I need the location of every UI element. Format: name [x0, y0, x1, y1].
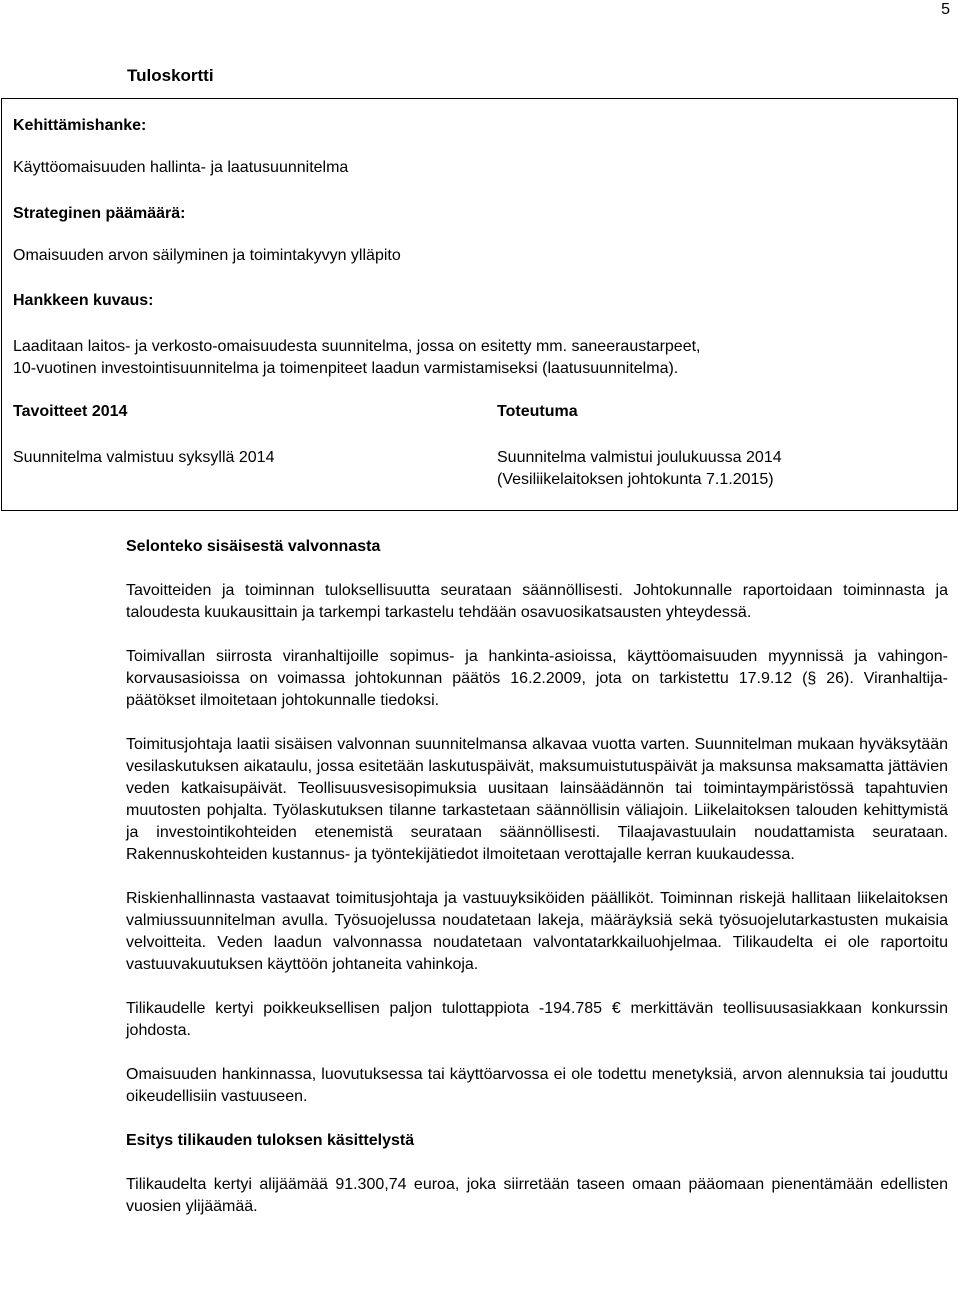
paragraph: Omaisuuden hankinnassa, luovutuksessa tai käyttöarvossa ei ole todettu menetyksiä, arvon alennuksia tai jouduttu oikeudellisiin vastuuseen.	[126, 1066, 948, 1105]
paragraph: Toimivallan siirrosta viranhaltijoille sopimus- ja hankinta-asioissa, käyttöomaisuuden myynnissä ja vahingon-korvausasioissa on voimassa johtokunnan päätös 16.2.2009, jota on tarkistettu 17.9.12 (§ 26). Viranhaltija-päätökset ilmoitetaan johtokunnalle tiedoksi.	[126, 648, 948, 709]
page-number: 5	[941, 1, 950, 18]
card-title: Tuloskortti	[127, 66, 214, 85]
description-line-2: 10-vuotinen investointisuunnitelma ja toimenpiteet laadun varmistamiseksi (laatusuunnitelma).	[13, 360, 679, 377]
paragraph: Tilikaudelle kertyi poikkeuksellisen paljon tulottappiota -194.785 € merkittävän teollisuusasiakkaan konkurssin johdosta.	[126, 1000, 948, 1039]
outcome-line-1: Suunnitelma valmistui joulukuussa 2014	[497, 449, 782, 466]
description-line-1: Laaditaan laitos- ja verkosto-omaisuudesta suunnitelma, jossa on esitetty mm. saneeraustarpeet,	[13, 338, 701, 355]
outcome-line-2: (Vesiliikelaitoksen johtokunta 7.1.2015)	[497, 471, 774, 488]
paragraph: Tavoitteiden ja toiminnan tuloksellisuutta seurataan säännöllisesti. Johtokunnalle raportoidaan toiminnasta ja taloudesta kuukausittain ja tarkempi tarkastelu tehdään osavuosikatsausten yhteydessä.	[126, 582, 948, 621]
paragraph: Riskienhallinnasta vastaavat toimitusjohtaja ja vastuuyksiköiden päälliköt. Toiminnan riskejä hallitaan liikelaitoksen valmiussuunnitelman avulla. Työsuojelussa noudatetaan lakeja, määräyksiä sekä työsuojelutarkastusten mukaisia velvoitteita. Veden laadun valvonnassa noudatetaan valvontatarkkailuohjelmaa. Tilikaudelta ei ole raportoitu vastuuvakuutuksen käyttöön johtaneita vahinkoja.	[126, 890, 948, 973]
internal-control-heading: Selonteko sisäisestä valvonnasta	[126, 538, 381, 555]
outcome-label: Toteutuma	[497, 403, 578, 420]
result-card	[1, 98, 958, 511]
targets-label: Tavoitteet 2014	[13, 403, 128, 420]
paragraph: Tilikaudelta kertyi alijäämää 91.300,74 euroa, joka siirretään taseen omaan pääomaan pienentämään edellisten vuosien ylijäämää.	[126, 1176, 948, 1215]
paragraph: Toimitusjohtaja laatii sisäisen valvonnan suunnitelmansa alkavaa vuotta varten. Suunnitelman mukaan hyväksytään vesilaskutuksen aikataulu, jossa esitetään laskutuspäivät, maksumuistutuspäivät ja maksunsa maksamatta jättävien veden katkaisupäivät. Teollisuusvesisopimuksia uusitaan lainsäädännön tai toimintaympäristössä tapahtuvien muutosten pohjalta. Työlaskutuksen tilanne tarkastetaan säännöllisin väliajoin. Liikelaitoksen talouden kehittymistä ja investointikohteiden etenemistä seurataan säännöllisesti. Tilaajavastuulain noudattamista seurataan. Rakennuskohteiden kustannus- ja työntekijätiedot ilmoitetaan verottajalle kerran kuukaudessa.	[126, 736, 948, 863]
result-handling-heading: Esitys tilikauden tuloksen käsittelystä	[126, 1132, 415, 1149]
goal-label: Strateginen päämäärä:	[13, 205, 186, 222]
main-content	[126, 536, 948, 1218]
targets-value: Suunnitelma valmistuu syksyllä 2014	[13, 449, 275, 466]
project-label: Kehittämishanke:	[13, 117, 147, 134]
description-label: Hankkeen kuvaus:	[13, 292, 154, 309]
goal-value: Omaisuuden arvon säilyminen ja toimintakyvyn ylläpito	[13, 247, 401, 264]
project-value: Käyttöomaisuuden hallinta- ja laatusuunnitelma	[13, 159, 349, 176]
